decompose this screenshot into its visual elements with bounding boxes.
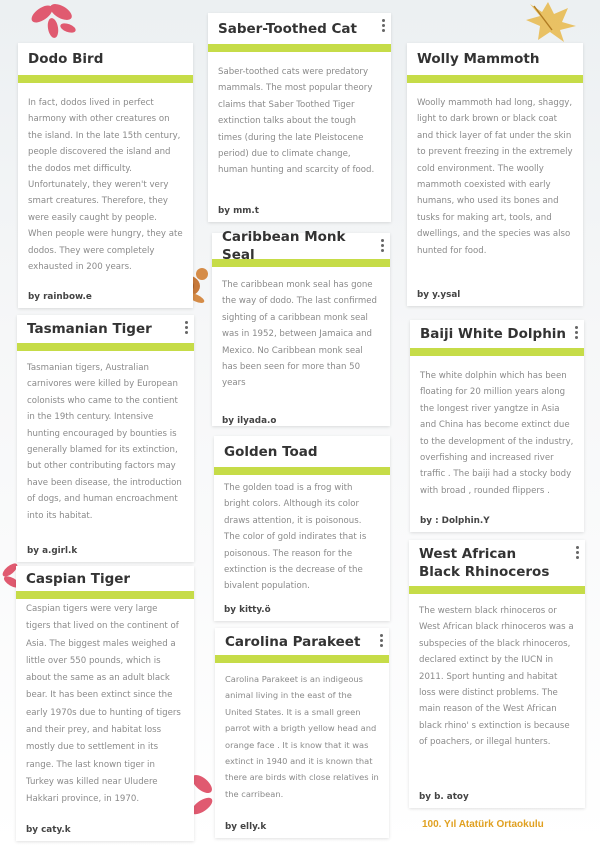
more-options-icon[interactable] [185,321,188,334]
pink-leaf-icon [28,0,78,42]
accent-bar [409,586,585,594]
accent-bar [407,75,583,83]
card-caspian-tiger[interactable] [16,566,194,841]
card-title: Caspian Tiger [26,570,131,587]
more-options-icon[interactable] [575,326,578,339]
accent-bar [16,591,194,599]
card-author: by ilyada.o [222,416,277,426]
orange-leaf-icon [522,0,582,44]
card-text: The western black rhinoceros or West African black rhinoceros was a subspecies of the black rhinoceros, declared extinct by the IUCN in 2011. Sport hunting and habitat loss were distinct problems. The main reason of the West African black rhino' s extinction is because of poachers, or illegal hunters. [419,606,574,748]
school-name: 100. Yıl Atatürk Ortaokulu [422,819,544,830]
card-text: Tasmanian tigers, Australian carnivores were killed by European colonists who came to the contient in the 19th century. Intensive hunting encouraged by bounties is generally blamed for its extinction, but other contributing factors may have been disease, the introduction of dogs, and human encroachment into its habitat. [27,363,182,521]
card-author: by b. atoy [419,792,469,802]
card-baiji-white-dolphin[interactable] [410,320,584,532]
card-author: by rainbow.e [28,292,92,302]
card-carolina-parakeet[interactable] [215,628,389,838]
accent-bar [214,467,390,475]
accent-bar [215,655,389,663]
card-wolly-mammoth[interactable] [407,43,583,306]
card-author: by mm.t [218,206,259,216]
card-title: Caribbean Monk Seal [222,229,346,263]
card-title: Tasmanian Tiger [27,321,152,337]
card-text: Saber-toothed cats were predatory mammals. The most popular theory claims that Saber Toothed Tiger extinction talks about the tough times (during the late Pleistocene period) due to climate change, human hunting and scarcity of food. [218,67,375,176]
accent-bar [17,343,194,351]
card-title: Golden Toad [224,443,318,460]
card-golden-toad[interactable] [214,436,390,621]
card-author: by elly.k [225,822,267,832]
card-text: The white dolphin which has been floating for 20 million years along the longest river yangtze in Asia and China has become extinct due to the development of the industry, overfishing and increased river traffic . The baiji had a stocky body with broad , rounded flippers . [420,371,574,496]
card-author: by a.girl.k [27,546,78,556]
card-tasmanian-tiger[interactable] [17,315,194,562]
card-text: Caspian tigers were very large tigers that lived on the continent of Asia. The biggest males weighed a little over 550 pounds, which is about the same as an adult black bear. It has been extinct since the early 1970s due to hunting of tigers and their prey, and habitat loss mostly due to settlement in its range. The last known tiger in Turkey was killed near Uludere Hakkari province, in 1970. [26,604,181,805]
card-title: West African Black Rhinoceros [419,546,550,580]
card-text: Carolina Parakeet is an indigeous animal living in the east of the United States. It is a small green parrot with a brigth yellow head and orange face . It is know that it was extinct in 1940 and it is known that there are birds with close relatives in the carribean. [225,674,379,799]
more-options-icon[interactable] [576,546,579,559]
more-options-icon[interactable] [381,239,384,252]
card-title: Baiji White Dolphin [420,326,567,342]
accent-bar [208,44,391,52]
card-text: In fact, dodos lived in perfect harmony with other creatures on the island. In the late 15th century, people discovered the island and the dodos met difficulty. Unfortunately, they weren't very smart creatures. Therefore, they were easily caught by people. When people were hungry, they ate dodos. They were completely exhausted in 200 years. [28,98,183,273]
more-options-icon[interactable] [380,634,383,647]
card-author: by kitty.ö [224,605,271,615]
card-caribbean-monk-seal[interactable] [212,229,390,426]
card-dodo-bird[interactable] [18,43,193,308]
card-title: Wolly Mammoth [417,51,540,67]
more-options-icon[interactable] [382,19,385,32]
card-title: Carolina Parakeet [225,633,361,650]
card-author: by y.ysal [417,290,461,300]
card-text: The golden toad is a frog with bright colors. Although its color draws attention, it is poisonous. The color of gold indirates that is poisonous. The reason for the extinction is the decrease of the bivalent population. [224,483,367,592]
accent-bar [18,75,193,83]
card-text: The caribbean monk seal has gone the way of dodo. The last confirmed sighting of a caribbean monk seal was in 1952, between Jamaica and Mexico. No Caribbean monk seal has been seen for more than 50 years [222,280,377,389]
card-title: Saber-Toothed Cat [218,20,357,37]
card-title: Dodo Bird [28,51,104,67]
card-saber-toothed-cat[interactable] [208,13,391,222]
card-west-african-black-rhinoceros[interactable] [409,540,585,808]
card-author: by : Dolphin.Y [420,516,490,526]
card-text: Woolly mammoth had long, shaggy, light to dark brown or black coat and thick layer of fat under the skin to prevent freezing in the extremely cold environment. The woolly mammoth coexisted with early humans, who used its bones and tusks for making art, tools, and dwellings, and the species was also hunted for food. [417,98,573,256]
card-author: by caty.k [26,825,71,835]
accent-bar [410,348,584,356]
